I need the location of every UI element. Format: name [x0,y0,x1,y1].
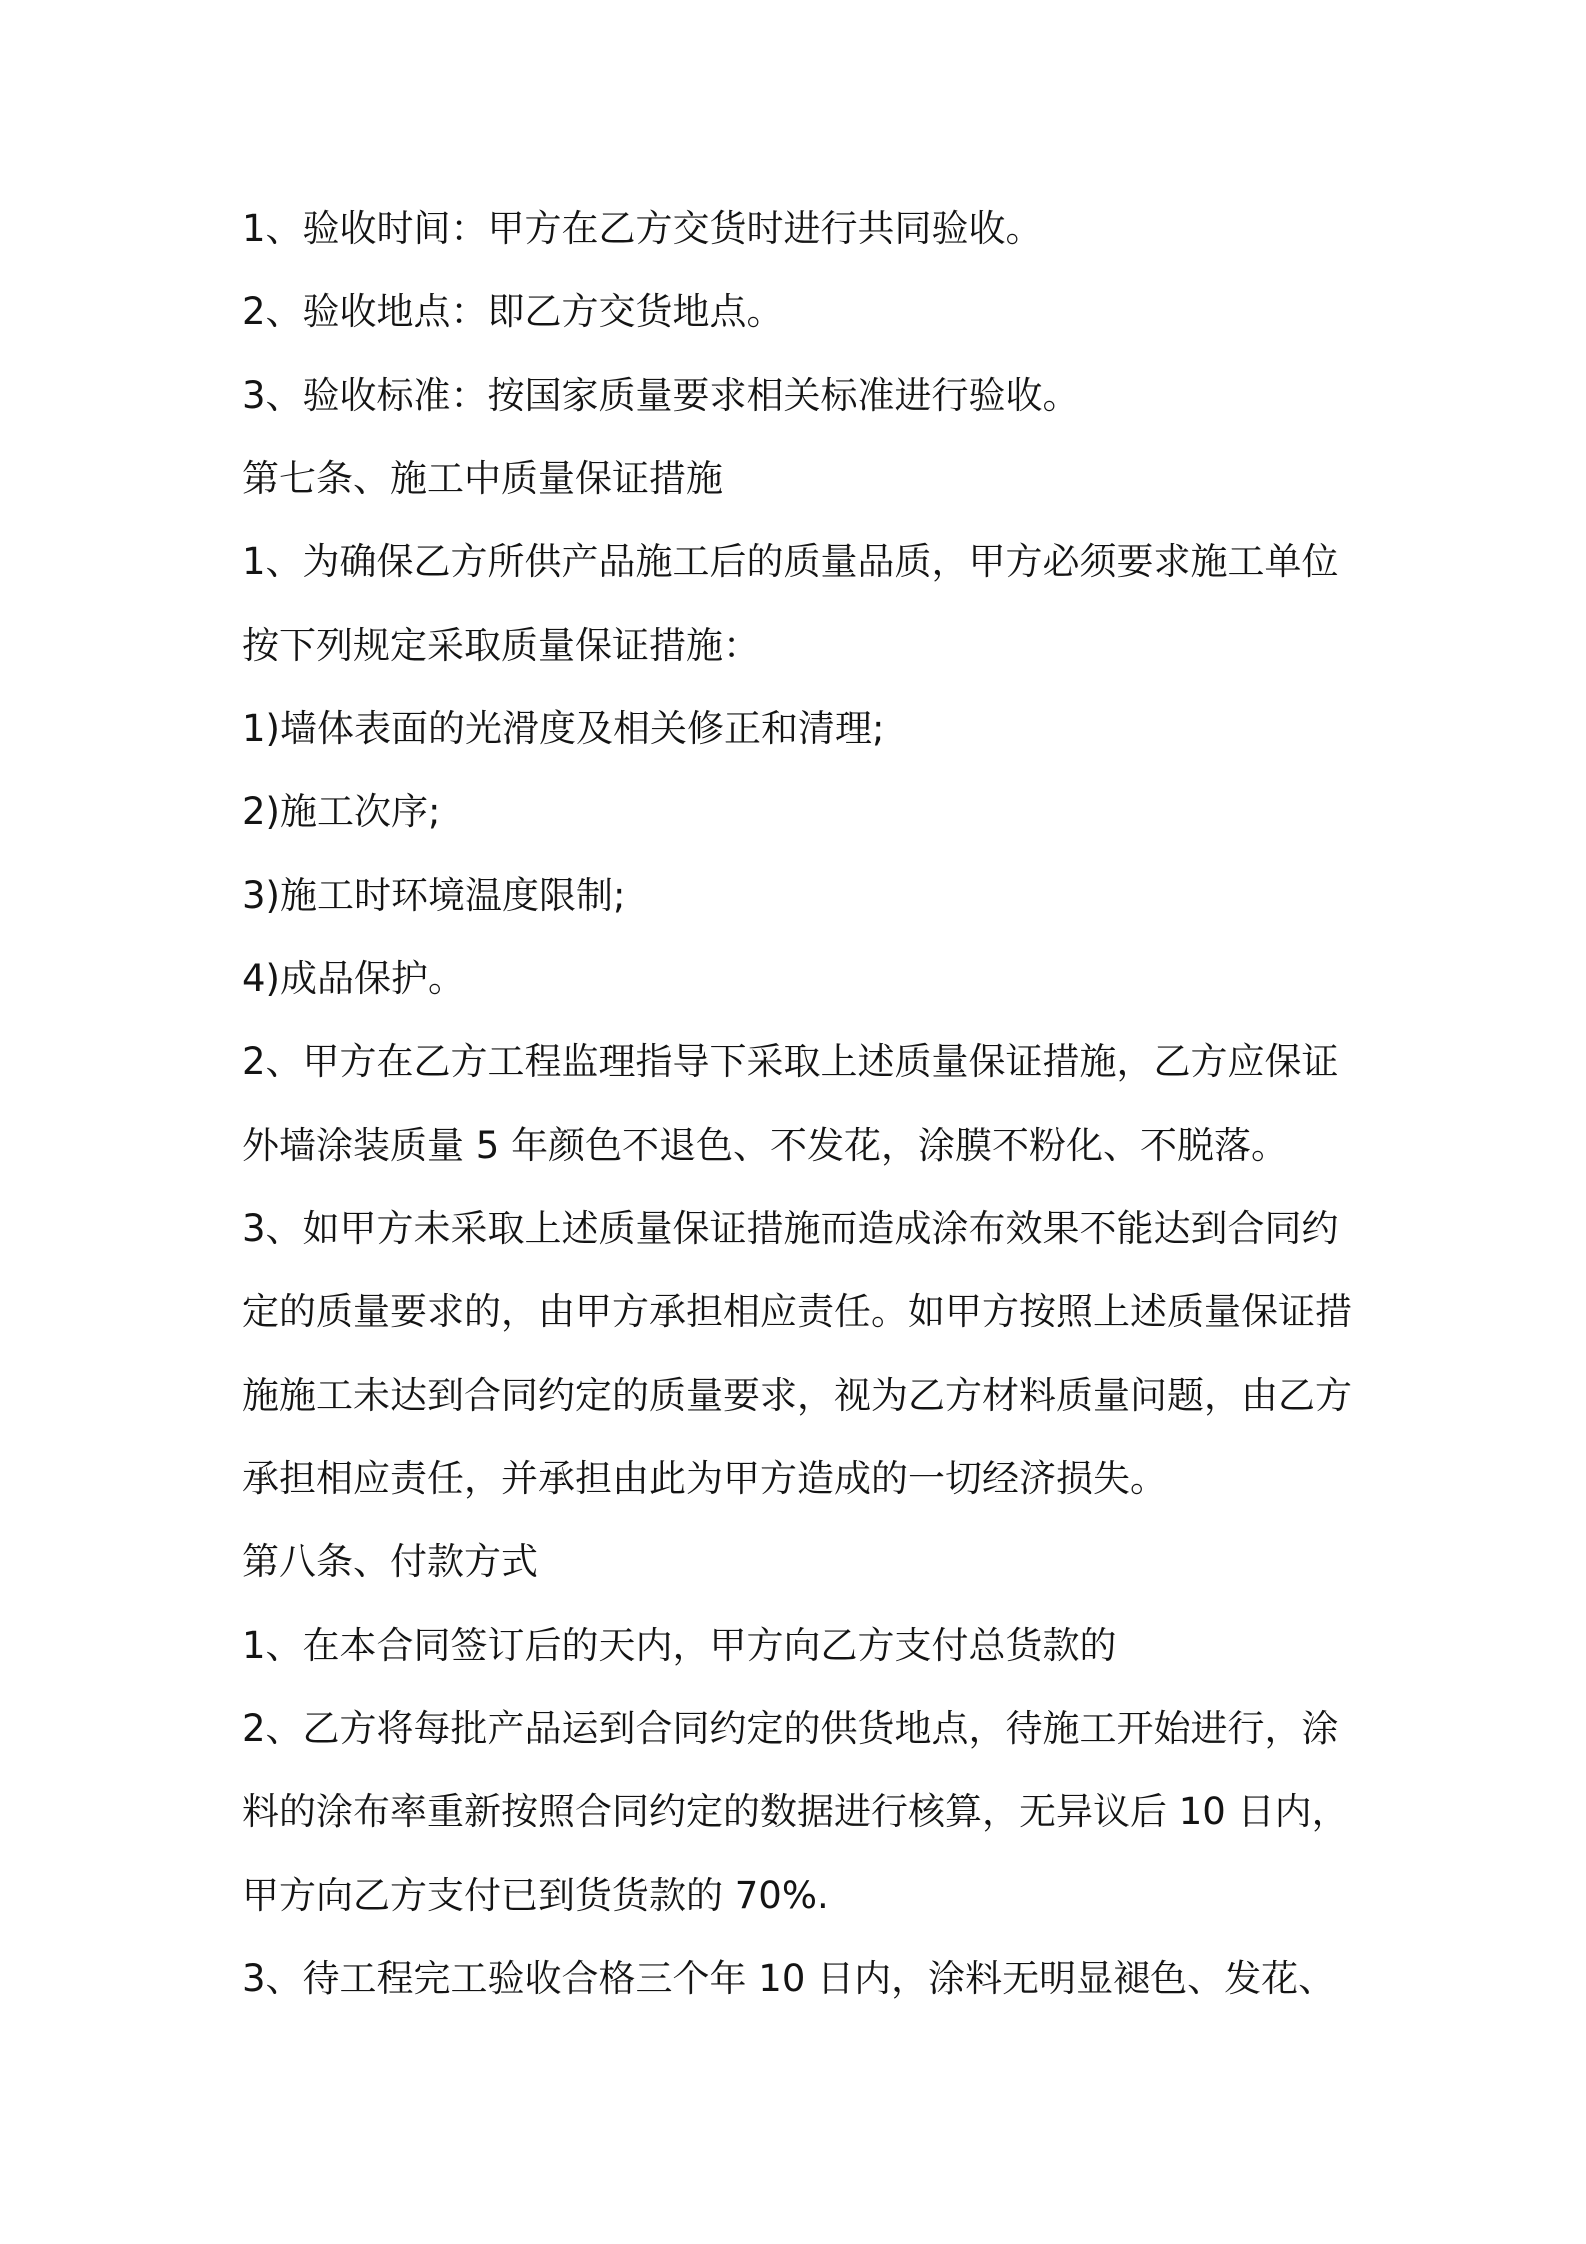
text-line: 甲方向乙方支付已到货货款的 70%. [242,1874,829,1917]
text-line: 3、如甲方未采取上述质量保证措施而造成涂布效果不能达到合同约 [242,1207,1339,1250]
text-line: 2、验收地点：即乙方交货地点。 [242,290,784,333]
section-heading: 第七条、施工中质量保证措施 [242,457,723,500]
text-line: 1、为确保乙方所供产品施工后的质量品质，甲方必须要求施工单位 [242,540,1339,583]
text-line: 承担相应责任，并承担由此为甲方造成的一切经济损失。 [242,1457,1167,1500]
list-item: 4)成品保护。 [242,957,465,1000]
text-line: 1、在本合同签订后的天内，甲方向乙方支付总货款的 [242,1624,1117,1667]
section-heading: 第八条、付款方式 [242,1540,538,1583]
text-line: 外墙涂装质量 5 年颜色不退色、不发花，涂膜不粉化、不脱落。 [242,1124,1289,1167]
text-line: 2、乙方将每批产品运到合同约定的供货地点，待施工开始进行，涂 [242,1707,1339,1750]
text-line: 料的涂布率重新按照合同约定的数据进行核算，无异议后 10 日内， [242,1790,1349,1833]
text-line: 定的质量要求的，由甲方承担相应责任。如甲方按照上述质量保证措 [242,1290,1352,1333]
text-line: 施施工未达到合同约定的质量要求，视为乙方材料质量问题，由乙方 [242,1374,1352,1417]
text-line: 按下列规定采取质量保证措施： [242,624,760,667]
text-line: 3、待工程完工验收合格三个年 10 日内，涂料无明显褪色、发花、 [242,1957,1336,2000]
text-line: 1、验收时间：甲方在乙方交货时进行共同验收。 [242,207,1043,250]
list-item: 2)施工次序; [242,790,441,833]
text-line: 3、验收标准：按国家质量要求相关标准进行验收。 [242,374,1080,417]
text-line: 2、甲方在乙方工程监理指导下采取上述质量保证措施，乙方应保证 [242,1040,1339,1083]
list-item: 1)墙体表面的光滑度及相关修正和清理; [242,707,885,750]
list-item: 3)施工时环境温度限制; [242,874,626,917]
